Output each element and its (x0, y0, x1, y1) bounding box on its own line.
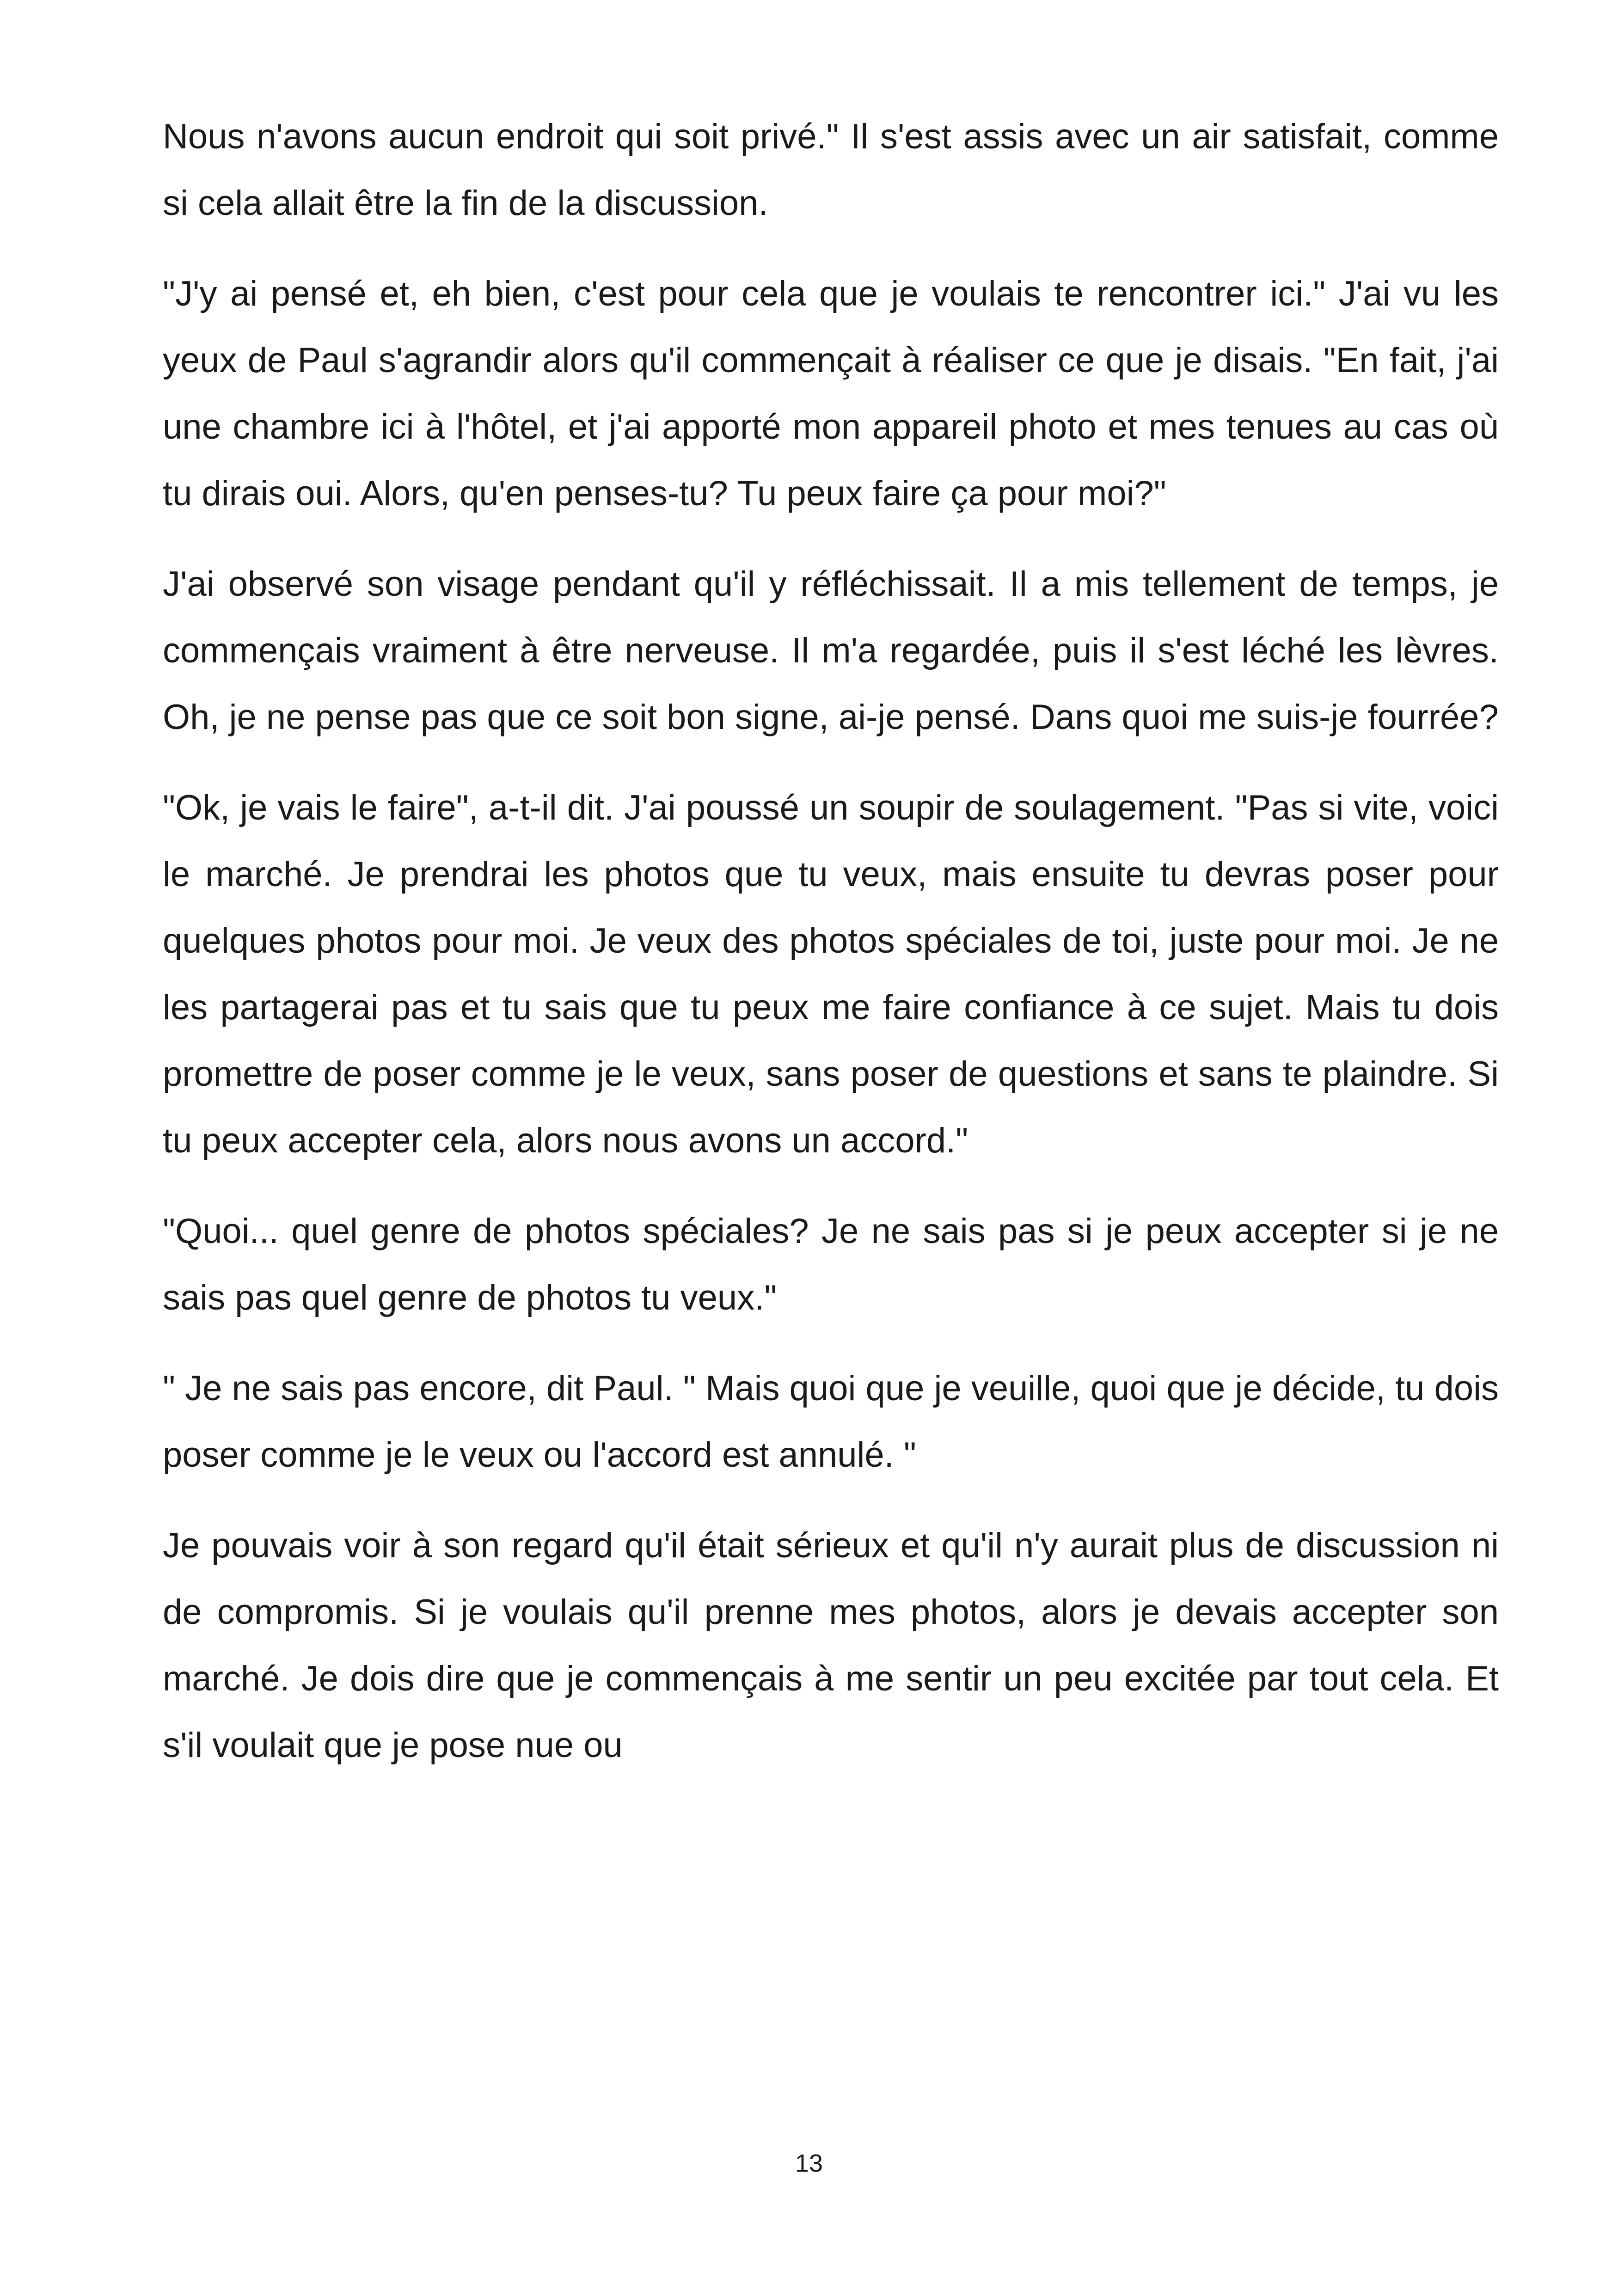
paragraph-7: Je pouvais voir à son regard qu'il était sérieux et qu'il n'y aurait plus de discussion ni de compromis. Si je voulais qu'il prenne mes photos, alors je devais accepter son marché. Je dois dire que je commençais à me sentir un peu excitée par tout cela. Et s'il voulait que je pose nue ou (163, 1526, 1499, 1765)
paragraph-6: " Je ne sais pas encore, dit Paul. " Mais quoi que je veuille, quoi que je décide, tu dois poser comme je le veux ou l'accord est annulé. " (163, 1369, 1499, 1475)
paragraph-5: "Quoi... quel genre de photos spéciales? Je ne sais pas si je peux accepter si je ne sais pas quel genre de photos tu veux." (163, 1212, 1499, 1317)
paragraph-3: J'ai observé son visage pendant qu'il y réfléchissait. Il a mis tellement de temps, je commençais vraiment à être nerveuse. Il m'a regardée, puis il s'est léché les lèvres. Oh, je ne pense pas que ce soit bon signe, ai-je pensé. Dans quoi me suis-je fourrée? (163, 564, 1499, 737)
paragraph-2: "J'y ai pensé et, eh bien, c'est pour cela que je voulais te rencontrer ici." J'ai vu les yeux de Paul s'agrandir alors qu'il commençait à réaliser ce que je disais. "En fait, j'ai une chambre ici à l'hôtel, et j'ai apporté mon appareil photo et mes tenues au cas où tu dirais oui. Alors, qu'en penses-tu? Tu peux faire ça pour moi?" (163, 274, 1499, 513)
body-text (163, 104, 1499, 1779)
page-number: 13 (795, 2149, 823, 2177)
paragraph-4: "Ok, je vais le faire", a-t-il dit. J'ai poussé un soupir de soulagement. "Pas si vite, voici le marché. Je prendrai les photos que tu veux, mais ensuite tu devras poser pour quelques photos pour moi. Je veux des photos spéciales de toi, juste pour moi. Je ne les partagerai pas et tu sais que tu peux me faire confiance à ce sujet. Mais tu dois promettre de poser comme je le veux, sans poser de questions et sans te plaindre. Si tu peux accepter cela, alors nous avons un accord." (163, 788, 1499, 1160)
paragraph-1: Nous n'avons aucun endroit qui soit privé." Il s'est assis avec un air satisfait, comme si cela allait être la fin de la discussion. (163, 117, 1499, 223)
